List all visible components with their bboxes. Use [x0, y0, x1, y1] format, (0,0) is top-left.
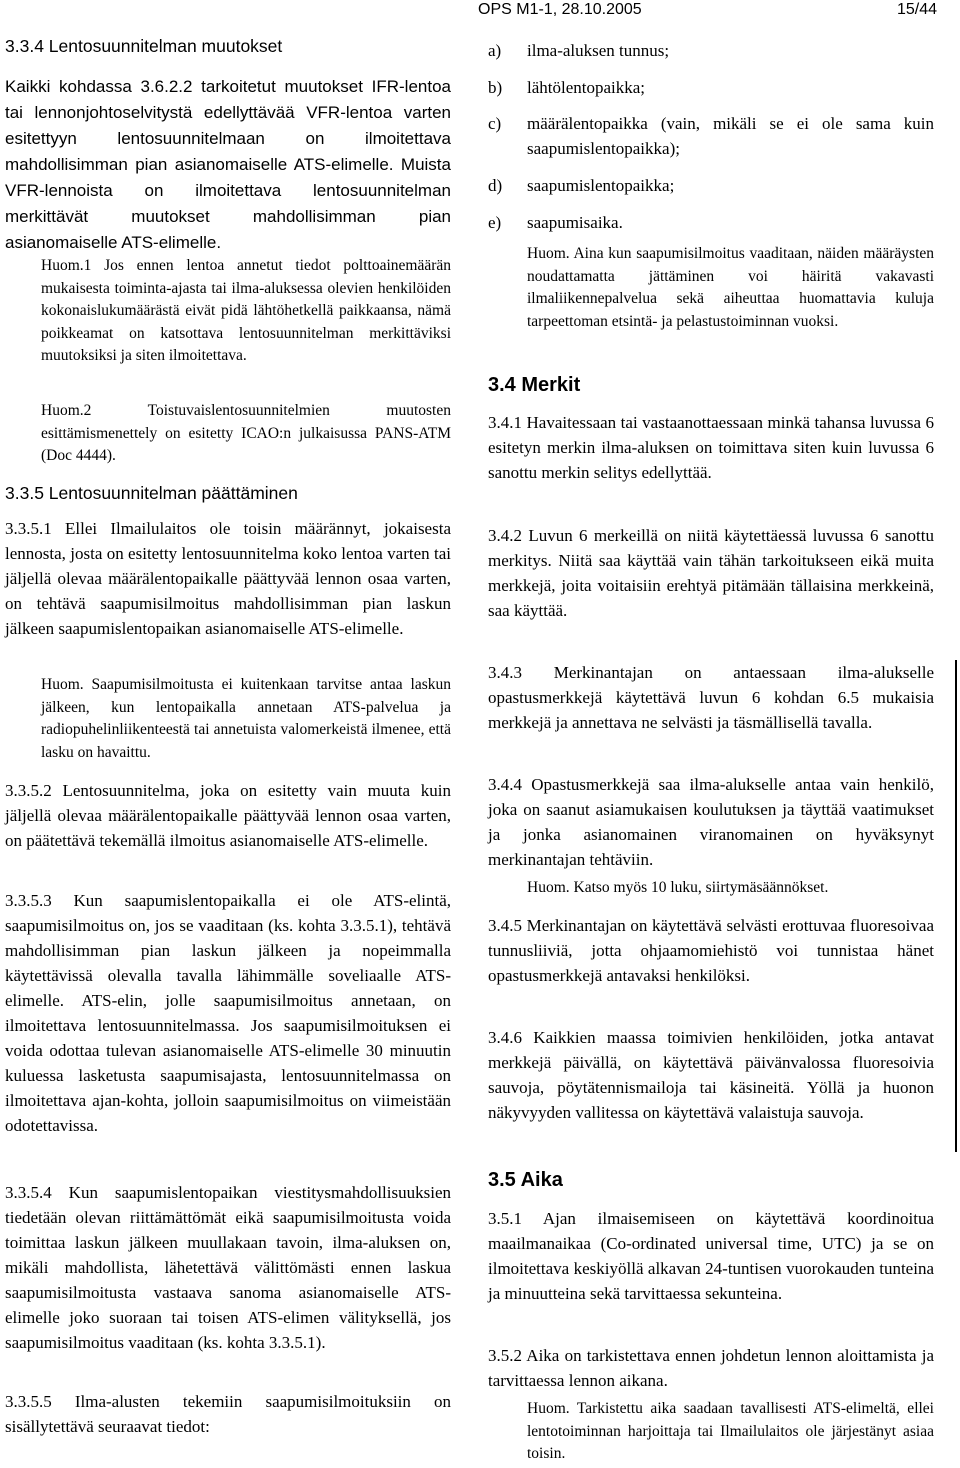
section-3-3-4-note-1: Huom.1 Jos ennen lentoa annetut tiedot polttoainemäärän mukaisesta toiminta-ajasta tai ilma-aluksessa olevien henkilöiden kokonaislukumäärästä eivät pidä lähtöhetkellä paikkaansa, nämä poikkeamat on katsottava lentosuunnitelman merkittäviksi muutoksiksi ja siten ilmoitettava.: [41, 257, 451, 364]
page-number: 15/44: [897, 1, 938, 18]
paragraph-3-4-5: 3.4.5 Merkinantajan on käytettävä selvästi erottuvaa fluoresoivaa tunnusliiviä, jotta ohjaamomiehistö voi tunnistaa hänet opastusmerkkejä antavaksi henkilöksi.: [488, 916, 934, 985]
paragraph-3-3-5-3: 3.3.5.3 Kun saapumislentopaikalla ei ole ATS-elintä, saapumisilmoitus on, jos se vaaditaan (ks. kohta 3.3.5.1), tehtävä mahdollisimman pian laskun jälkeen ja nopeimmalla käytettävissä olevalla tavalla lähimmälle soveliaalle ATS-elimelle. ATS-elin, jolle saapumisilmoitus annetaan, on ilmoitettava lentosuunnitelmassa. Jos saapumisilmoituksen ei voida odottaa tulevan asianomaiselle ATS-elimelle 30 minuutin kuluessa lasketusta saapumisajasta, lentosuunnitelmassa on ilmoitettava ajan-kohta, jolloin saapumisilmoitus on viimeistään odotettavissa.: [5, 891, 451, 1135]
page-header: [0, 1, 960, 23]
section-3-3-4-note-2: Huom.2 Toistuvaislentosuunnitelmien muutosten esittämismenettely on esitetty ICAO:n julkaisussa PANS-ATM (Doc 4444).: [41, 402, 451, 464]
paragraph-3-4-4-note: Huom. Katso myös 10 luku, siirtymäsäännökset.: [527, 879, 829, 896]
section-3-4-title: 3.4 Merkit: [488, 374, 581, 396]
paragraph-3-3-5-5: 3.3.5.5 Ilma-alusten tekemiin saapumisilmoituksiin on sisällytettävä seuraavat tiedot:: [5, 1392, 451, 1436]
list-item-text: määrälentopaikka (vain, mikäli se ei ole sama kuin saapumislentopaikka);: [527, 114, 934, 158]
list-item-label: e): [488, 213, 502, 232]
list-item-label: d): [488, 176, 503, 195]
paragraph-3-4-6: 3.4.6 Kaikkien maassa toimivien henkilöiden, jotka antavat merkkejä päivällä, on käytettävä päivänvalossa fluoresoivia sauvoja, pöytätennismailoja tai käsineitä. Yöllä ja huonon näkyvyyden vallitessa on käytettävä valaistuja sauvoja.: [488, 1028, 934, 1122]
section-3-3-5-title: 3.3.5 Lentosuunnitelman päättäminen: [5, 483, 298, 503]
paragraph-3-5-1: 3.5.1 Ajan ilmaisemiseen on käytettävä koordinoitua maailmanaikaa (Co-ordinated universal time, UTC) ja se on ilmoitettava keskiyöllä alkavan 24-tuntisen vuorokauden tunteina ja minuutteina sekä tarvittaessa sekunteina.: [488, 1209, 934, 1303]
paragraph-3-3-5-1-note: Huom. Saapumisilmoitusta ei kuitenkaan tarvitse antaa laskun jälkeen, kun lentopaikalla annetaan ATS-palvelua ja radiopuhelinliikenteestä tai annetuista valomerkeistä ilmenee, että lasku on havaittu.: [41, 676, 451, 761]
paragraph-3-4-2: 3.4.2 Luvun 6 merkeillä on niitä käytettäessä luvussa 6 sanottu merkitys. Niitä saa käyttää vain tähän tarkoitukseen eikä muita merkkejä, joita voitaisiin erehtyä pitämään tällaisina merkkeinä, saa käyttää.: [488, 526, 934, 620]
revision-change-bar: [955, 660, 957, 1152]
list-item-text: saapumisaika.: [527, 213, 623, 232]
section-3-3-4-body: Kaikki kohdassa 3.6.2.2 tarkoitetut muutokset IFR-lentoa tai lennonjohtoselvitystä edellyttävää VFR-lentoa varten esitettyyn lentosuunnitelmaan on ilmoitettava mahdollisimman pian asianomaiselle ATS-elimelle. Muista VFR-lennoista on ilmoitettava lentosuunnitelman merkittävät muutokset mahdollisimman pian asianomaiselle ATS-elimelle.: [5, 77, 451, 252]
paragraph-3-3-5-1: 3.3.5.1 Ellei Ilmailulaitos ole toisin määrännyt, jokaisesta lennosta, josta on esitetty lentosuunnitelma koko lentoa varten tai jäljellä olevaa määrälentopaikalle päättyvää lennon osaa varten, on tehtävä saapumisilmoitus mahdollisimman pian laskun jälkeen saapumislentopaikan asianomaiselle ATS-elimelle.: [5, 519, 451, 638]
paragraph-3-5-2-note: Huom. Tarkistettu aika saadaan tavallisesti ATS-elimeltä, ellei lentotoiminnan harjoittaja tai Ilmailulaitos ole järjestänyt asiaa toisin.: [527, 1400, 934, 1462]
paragraph-3-3-5-4: 3.3.5.4 Kun saapumislentopaikan viestitysmahdollisuuksien tiedetään olevan riittämättömät eikä saapumisilmoitusta voida toimittaa laskun jälkeen muullakaan tavoin, ilma-aluksen on, mikäli mahdollista, lähetettävä välittömästi ennen laskua saapumisilmoitusta vastaava sanoma asianomaiselle ATS-elimelle joko suoraan tai toisen ATS-elimen välityksellä, jos saapumisilmoitus vaaditaan (ks. kohta 3.3.5.1).: [5, 1183, 451, 1352]
list-item-label: c): [488, 114, 502, 133]
list-item-text: lähtölentopaikka;: [527, 78, 646, 97]
paragraph-3-3-5-2: 3.3.5.2 Lentosuunnitelma, joka on esitetty vain muuta kuin jäljellä olevaa määrälentopaikalle päättyvää lennon osaa varten, on päätettävä tekemällä ilmoitus asianomaiselle ATS-elimelle.: [5, 781, 451, 850]
paragraph-3-4-1: 3.4.1 Havaitessaan tai vastaanottaessaan minkä tahansa luvussa 6 esitetyn merkin ilma-aluksen on toimittava siten kuin luvussa 6 sanottu merkin selitys edellyttää.: [488, 413, 934, 482]
list-item-text: saapumislentopaikka;: [527, 176, 675, 195]
section-3-3-4-title: 3.3.4 Lentosuunnitelman muutokset: [5, 36, 283, 56]
list-note: Huom. Aina kun saapumisilmoitus vaaditaan, näiden määräysten noudattamatta jättäminen voi häiritä vakavasti ilmaliikennepalvelua sekä aiheuttaa huomattavia kuluja tarpeettoman etsintä- ja pelastustoiminnan vuoksi.: [527, 245, 934, 330]
paragraph-3-4-3: 3.4.3 Merkinantajan on antaessaan ilma-alukselle opastusmerkkejä käytettävä luvun 6 kohdan 6.5 mukaisia merkkejä ja annettava ne selvästi ja täsmällisellä tavalla.: [488, 663, 934, 732]
section-3-5-title: 3.5 Aika: [488, 1169, 563, 1191]
list-item-label: a): [488, 41, 502, 60]
document-reference: OPS M1-1, 28.10.2005: [478, 1, 642, 18]
list-item-label: b): [488, 78, 503, 97]
paragraph-3-5-2: 3.5.2 Aika on tarkistettava ennen johdetun lennon aloittamista ja tarvittaessa lennon aikana.: [488, 1346, 934, 1390]
paragraph-3-4-4: 3.4.4 Opastusmerkkejä saa ilma-alukselle antaa vain henkilö, joka on saanut asiamukaisen koulutuksen ja täyttää vaatimukset ja jonka asianomainen viranomainen on hyväksynyt merkinantajan tehtäviin.: [488, 775, 934, 869]
list-item-text: ilma-aluksen tunnus;: [527, 41, 670, 60]
